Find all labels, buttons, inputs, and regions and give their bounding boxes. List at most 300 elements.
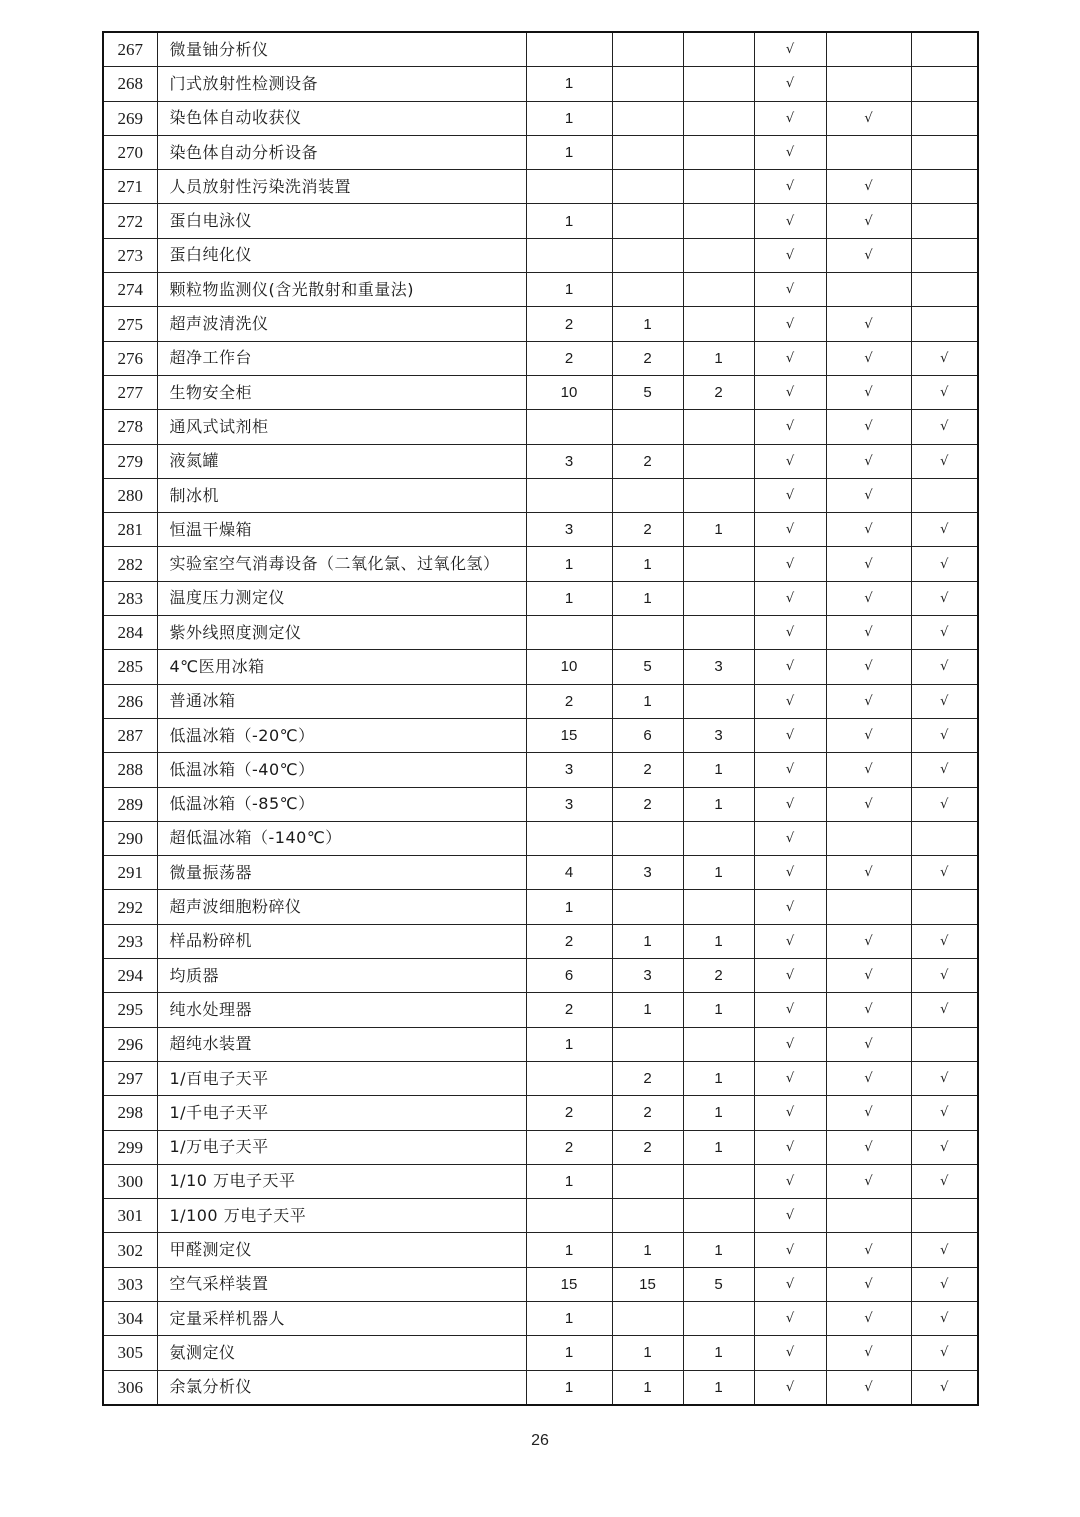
table-row: [103, 650, 978, 684]
quantity-cell-3: 1: [683, 1130, 754, 1164]
quantity-cell-1: 10: [526, 650, 612, 684]
quantity-cell-3: [683, 616, 754, 650]
table-row: [103, 1130, 978, 1164]
quantity-cell-2: 1: [612, 924, 683, 958]
check-cell-1: √: [754, 787, 826, 821]
check-cell-2: √: [826, 1267, 911, 1301]
quantity-cell-2: 2: [612, 753, 683, 787]
row-number-cell: 306: [103, 1370, 157, 1405]
check-cell-1: √: [754, 1027, 826, 1061]
check-cell-2: √: [826, 444, 911, 478]
row-number-cell: 289: [103, 787, 157, 821]
check-cell-1: √: [754, 959, 826, 993]
check-cell-2: √: [826, 101, 911, 135]
quantity-cell-2: [612, 821, 683, 855]
check-cell-2: √: [826, 650, 911, 684]
equipment-name-cell: 染色体自动分析设备: [157, 135, 526, 169]
check-cell-1: √: [754, 1336, 826, 1370]
equipment-name-cell: 纯水处理器: [157, 993, 526, 1027]
quantity-cell-3: 1: [683, 513, 754, 547]
check-cell-2: √: [826, 924, 911, 958]
quantity-cell-3: [683, 1027, 754, 1061]
check-cell-2: √: [826, 170, 911, 204]
equipment-name-cell: 温度压力测定仪: [157, 581, 526, 615]
check-cell-3: [911, 101, 978, 135]
quantity-cell-1: 2: [526, 341, 612, 375]
check-cell-1: √: [754, 513, 826, 547]
quantity-cell-3: 5: [683, 1267, 754, 1301]
quantity-cell-2: [612, 478, 683, 512]
table-row: [103, 684, 978, 718]
equipment-name-cell: 实验室空气消毒设备（二氧化氯、过氧化氢）: [157, 547, 526, 581]
table-row: [103, 1233, 978, 1267]
equipment-name-cell: 4℃医用冰箱: [157, 650, 526, 684]
table-row: [103, 1370, 978, 1405]
quantity-cell-1: [526, 238, 612, 272]
row-number-cell: 277: [103, 375, 157, 409]
quantity-cell-3: 3: [683, 650, 754, 684]
check-cell-2: √: [826, 684, 911, 718]
quantity-cell-1: 1: [526, 135, 612, 169]
quantity-cell-3: 3: [683, 718, 754, 752]
check-cell-2: √: [826, 547, 911, 581]
row-number-cell: 276: [103, 341, 157, 375]
quantity-cell-3: 1: [683, 1370, 754, 1405]
row-number-cell: 291: [103, 856, 157, 890]
quantity-cell-1: [526, 32, 612, 67]
check-cell-3: √: [911, 753, 978, 787]
check-cell-1: √: [754, 856, 826, 890]
quantity-cell-2: 6: [612, 718, 683, 752]
quantity-cell-1: 4: [526, 856, 612, 890]
check-cell-1: √: [754, 1301, 826, 1335]
check-cell-3: √: [911, 1336, 978, 1370]
check-cell-1: √: [754, 238, 826, 272]
equipment-name-cell: 蛋白纯化仪: [157, 238, 526, 272]
check-cell-2: √: [826, 1301, 911, 1335]
quantity-cell-1: 2: [526, 307, 612, 341]
quantity-cell-2: 3: [612, 856, 683, 890]
equipment-name-cell: 制冰机: [157, 478, 526, 512]
table-row: [103, 787, 978, 821]
check-cell-1: √: [754, 1267, 826, 1301]
check-cell-1: √: [754, 547, 826, 581]
check-cell-2: √: [826, 1027, 911, 1061]
quantity-cell-2: [612, 1027, 683, 1061]
row-number-cell: 290: [103, 821, 157, 855]
check-cell-2: [826, 67, 911, 101]
quantity-cell-1: [526, 1061, 612, 1095]
row-number-cell: 275: [103, 307, 157, 341]
quantity-cell-1: 1: [526, 1027, 612, 1061]
quantity-cell-3: 1: [683, 856, 754, 890]
table-row: [103, 307, 978, 341]
quantity-cell-3: 1: [683, 1233, 754, 1267]
equipment-name-cell: 颗粒物监测仪(含光散射和重量法): [157, 273, 526, 307]
quantity-cell-3: 1: [683, 924, 754, 958]
table-row: [103, 170, 978, 204]
quantity-cell-1: 3: [526, 513, 612, 547]
check-cell-1: √: [754, 1061, 826, 1095]
quantity-cell-3: [683, 135, 754, 169]
row-number-cell: 296: [103, 1027, 157, 1061]
table-row: [103, 856, 978, 890]
quantity-cell-1: 2: [526, 993, 612, 1027]
row-number-cell: 278: [103, 410, 157, 444]
row-number-cell: 268: [103, 67, 157, 101]
quantity-cell-3: [683, 204, 754, 238]
check-cell-1: √: [754, 993, 826, 1027]
row-number-cell: 304: [103, 1301, 157, 1335]
quantity-cell-3: [683, 444, 754, 478]
equipment-name-cell: 低温冰箱（-20℃）: [157, 718, 526, 752]
quantity-cell-3: [683, 307, 754, 341]
check-cell-3: √: [911, 1164, 978, 1198]
table-body: [103, 32, 978, 1405]
check-cell-3: √: [911, 375, 978, 409]
quantity-cell-1: 1: [526, 890, 612, 924]
equipment-name-cell: 生物安全柜: [157, 375, 526, 409]
table-row: [103, 1336, 978, 1370]
check-cell-3: √: [911, 616, 978, 650]
quantity-cell-2: [612, 890, 683, 924]
equipment-name-cell: 紫外线照度测定仪: [157, 616, 526, 650]
quantity-cell-2: 5: [612, 650, 683, 684]
equipment-table: [102, 31, 979, 1406]
check-cell-3: √: [911, 547, 978, 581]
check-cell-1: √: [754, 32, 826, 67]
check-cell-2: √: [826, 513, 911, 547]
equipment-name-cell: 1/万电子天平: [157, 1130, 526, 1164]
check-cell-3: √: [911, 718, 978, 752]
row-number-cell: 281: [103, 513, 157, 547]
equipment-name-cell: 微量铀分析仪: [157, 32, 526, 67]
check-cell-2: √: [826, 375, 911, 409]
table-row: [103, 1027, 978, 1061]
check-cell-3: √: [911, 1267, 978, 1301]
quantity-cell-2: 2: [612, 513, 683, 547]
equipment-name-cell: 甲醛测定仪: [157, 1233, 526, 1267]
quantity-cell-2: [612, 1301, 683, 1335]
check-cell-2: √: [826, 1336, 911, 1370]
check-cell-2: √: [826, 307, 911, 341]
quantity-cell-1: 10: [526, 375, 612, 409]
quantity-cell-3: 2: [683, 959, 754, 993]
row-number-cell: 284: [103, 616, 157, 650]
quantity-cell-3: 1: [683, 1061, 754, 1095]
check-cell-1: √: [754, 101, 826, 135]
quantity-cell-2: 1: [612, 1370, 683, 1405]
quantity-cell-3: 1: [683, 1096, 754, 1130]
check-cell-3: [911, 273, 978, 307]
row-number-cell: 288: [103, 753, 157, 787]
table-row: [103, 513, 978, 547]
check-cell-1: √: [754, 67, 826, 101]
quantity-cell-3: 1: [683, 753, 754, 787]
check-cell-3: √: [911, 581, 978, 615]
row-number-cell: 274: [103, 273, 157, 307]
quantity-cell-1: 6: [526, 959, 612, 993]
equipment-name-cell: 1/百电子天平: [157, 1061, 526, 1095]
check-cell-2: √: [826, 1096, 911, 1130]
quantity-cell-1: 1: [526, 1233, 612, 1267]
quantity-cell-2: 2: [612, 341, 683, 375]
row-number-cell: 270: [103, 135, 157, 169]
quantity-cell-3: [683, 1301, 754, 1335]
quantity-cell-1: [526, 1199, 612, 1233]
quantity-cell-1: [526, 616, 612, 650]
check-cell-3: [911, 204, 978, 238]
check-cell-3: √: [911, 1130, 978, 1164]
row-number-cell: 273: [103, 238, 157, 272]
row-number-cell: 267: [103, 32, 157, 67]
check-cell-1: √: [754, 478, 826, 512]
check-cell-2: [826, 135, 911, 169]
row-number-cell: 286: [103, 684, 157, 718]
quantity-cell-1: 3: [526, 787, 612, 821]
row-number-cell: 271: [103, 170, 157, 204]
quantity-cell-2: 1: [612, 307, 683, 341]
quantity-cell-1: 2: [526, 924, 612, 958]
check-cell-2: √: [826, 753, 911, 787]
check-cell-3: √: [911, 650, 978, 684]
quantity-cell-2: 2: [612, 1061, 683, 1095]
table-row: [103, 1096, 978, 1130]
quantity-cell-2: [612, 170, 683, 204]
row-number-cell: 301: [103, 1199, 157, 1233]
quantity-cell-3: 1: [683, 787, 754, 821]
check-cell-3: [911, 890, 978, 924]
quantity-cell-3: [683, 684, 754, 718]
check-cell-3: √: [911, 924, 978, 958]
check-cell-1: √: [754, 924, 826, 958]
quantity-cell-1: 1: [526, 1164, 612, 1198]
quantity-cell-1: 1: [526, 67, 612, 101]
check-cell-2: √: [826, 616, 911, 650]
check-cell-2: √: [826, 787, 911, 821]
equipment-name-cell: 人员放射性污染洗消装置: [157, 170, 526, 204]
equipment-name-cell: 超声波清洗仪: [157, 307, 526, 341]
check-cell-2: [826, 821, 911, 855]
row-number-cell: 303: [103, 1267, 157, 1301]
quantity-cell-1: 1: [526, 581, 612, 615]
quantity-cell-3: [683, 547, 754, 581]
table-row: [103, 821, 978, 855]
check-cell-2: √: [826, 341, 911, 375]
check-cell-2: √: [826, 581, 911, 615]
equipment-name-cell: 1/千电子天平: [157, 1096, 526, 1130]
table-row: [103, 444, 978, 478]
equipment-name-cell: 普通冰箱: [157, 684, 526, 718]
check-cell-3: [911, 67, 978, 101]
quantity-cell-3: [683, 890, 754, 924]
check-cell-3: [911, 238, 978, 272]
quantity-cell-1: 1: [526, 204, 612, 238]
quantity-cell-2: 2: [612, 787, 683, 821]
equipment-name-cell: 液氮罐: [157, 444, 526, 478]
quantity-cell-1: 1: [526, 547, 612, 581]
check-cell-2: √: [826, 959, 911, 993]
check-cell-3: √: [911, 1370, 978, 1405]
check-cell-3: √: [911, 1301, 978, 1335]
check-cell-3: √: [911, 513, 978, 547]
check-cell-1: √: [754, 1233, 826, 1267]
row-number-cell: 272: [103, 204, 157, 238]
row-number-cell: 305: [103, 1336, 157, 1370]
quantity-cell-1: 1: [526, 1336, 612, 1370]
quantity-cell-2: 1: [612, 1233, 683, 1267]
equipment-name-cell: 低温冰箱（-40℃）: [157, 753, 526, 787]
table-row: [103, 1061, 978, 1095]
equipment-name-cell: 恒温干燥箱: [157, 513, 526, 547]
table-row: [103, 1267, 978, 1301]
quantity-cell-2: 1: [612, 581, 683, 615]
check-cell-2: √: [826, 410, 911, 444]
check-cell-2: √: [826, 478, 911, 512]
row-number-cell: 295: [103, 993, 157, 1027]
equipment-name-cell: 均质器: [157, 959, 526, 993]
check-cell-1: √: [754, 1199, 826, 1233]
check-cell-2: √: [826, 1370, 911, 1405]
quantity-cell-2: [612, 616, 683, 650]
check-cell-3: √: [911, 1233, 978, 1267]
check-cell-2: √: [826, 1233, 911, 1267]
check-cell-1: √: [754, 616, 826, 650]
check-cell-3: √: [911, 993, 978, 1027]
check-cell-1: √: [754, 410, 826, 444]
quantity-cell-1: [526, 170, 612, 204]
table-row: [103, 581, 978, 615]
quantity-cell-1: 3: [526, 753, 612, 787]
quantity-cell-2: [612, 101, 683, 135]
table-row: [103, 135, 978, 169]
check-cell-1: √: [754, 444, 826, 478]
check-cell-2: [826, 273, 911, 307]
quantity-cell-3: [683, 1199, 754, 1233]
quantity-cell-3: [683, 273, 754, 307]
row-number-cell: 293: [103, 924, 157, 958]
table-row: [103, 32, 978, 67]
equipment-name-cell: 超净工作台: [157, 341, 526, 375]
quantity-cell-1: 1: [526, 101, 612, 135]
table-row: [103, 718, 978, 752]
row-number-cell: 297: [103, 1061, 157, 1095]
check-cell-2: [826, 890, 911, 924]
equipment-name-cell: 余氯分析仪: [157, 1370, 526, 1405]
quantity-cell-2: 1: [612, 684, 683, 718]
table-row: [103, 273, 978, 307]
table-row: [103, 1199, 978, 1233]
check-cell-3: √: [911, 444, 978, 478]
quantity-cell-2: [612, 204, 683, 238]
equipment-name-cell: 门式放射性检测设备: [157, 67, 526, 101]
check-cell-1: √: [754, 650, 826, 684]
equipment-name-cell: 蛋白电泳仪: [157, 204, 526, 238]
equipment-name-cell: 超低温冰箱（-140℃）: [157, 821, 526, 855]
table-row: [103, 993, 978, 1027]
quantity-cell-3: [683, 1164, 754, 1198]
table-row: [103, 478, 978, 512]
table-row: [103, 547, 978, 581]
row-number-cell: 285: [103, 650, 157, 684]
quantity-cell-3: [683, 478, 754, 512]
equipment-name-cell: 1/100 万电子天平: [157, 1199, 526, 1233]
check-cell-3: [911, 135, 978, 169]
row-number-cell: 294: [103, 959, 157, 993]
check-cell-3: √: [911, 1096, 978, 1130]
check-cell-1: √: [754, 375, 826, 409]
quantity-cell-1: 15: [526, 718, 612, 752]
table-row: [103, 890, 978, 924]
quantity-cell-2: 15: [612, 1267, 683, 1301]
quantity-cell-3: [683, 410, 754, 444]
quantity-cell-2: 2: [612, 1096, 683, 1130]
check-cell-1: √: [754, 581, 826, 615]
quantity-cell-1: 2: [526, 1130, 612, 1164]
table-row: [103, 238, 978, 272]
check-cell-3: [911, 1027, 978, 1061]
check-cell-3: [911, 307, 978, 341]
quantity-cell-1: 2: [526, 1096, 612, 1130]
table-row: [103, 101, 978, 135]
quantity-cell-3: [683, 821, 754, 855]
quantity-cell-3: 1: [683, 993, 754, 1027]
check-cell-2: √: [826, 204, 911, 238]
check-cell-2: √: [826, 856, 911, 890]
equipment-name-cell: 1/10 万电子天平: [157, 1164, 526, 1198]
check-cell-1: √: [754, 341, 826, 375]
check-cell-1: √: [754, 821, 826, 855]
check-cell-2: [826, 32, 911, 67]
quantity-cell-1: 2: [526, 684, 612, 718]
check-cell-1: √: [754, 204, 826, 238]
quantity-cell-2: 1: [612, 547, 683, 581]
check-cell-3: √: [911, 684, 978, 718]
check-cell-3: √: [911, 410, 978, 444]
quantity-cell-3: [683, 101, 754, 135]
equipment-name-cell: 低温冰箱（-85℃）: [157, 787, 526, 821]
quantity-cell-1: [526, 410, 612, 444]
row-number-cell: 299: [103, 1130, 157, 1164]
equipment-table-container: [102, 31, 977, 1406]
row-number-cell: 300: [103, 1164, 157, 1198]
check-cell-1: √: [754, 1164, 826, 1198]
check-cell-3: [911, 170, 978, 204]
quantity-cell-1: 1: [526, 1370, 612, 1405]
equipment-name-cell: 氨测定仪: [157, 1336, 526, 1370]
quantity-cell-1: [526, 478, 612, 512]
quantity-cell-3: [683, 32, 754, 67]
row-number-cell: 282: [103, 547, 157, 581]
quantity-cell-3: [683, 238, 754, 272]
table-row: [103, 1164, 978, 1198]
quantity-cell-3: 1: [683, 1336, 754, 1370]
quantity-cell-2: [612, 32, 683, 67]
row-number-cell: 280: [103, 478, 157, 512]
equipment-name-cell: 样品粉碎机: [157, 924, 526, 958]
equipment-name-cell: 超声波细胞粉碎仪: [157, 890, 526, 924]
quantity-cell-3: [683, 67, 754, 101]
page-number: 26: [531, 1432, 549, 1449]
check-cell-3: [911, 821, 978, 855]
check-cell-1: √: [754, 1130, 826, 1164]
quantity-cell-2: 1: [612, 1336, 683, 1370]
quantity-cell-2: 3: [612, 959, 683, 993]
check-cell-3: √: [911, 787, 978, 821]
check-cell-2: √: [826, 1164, 911, 1198]
quantity-cell-1: 1: [526, 1301, 612, 1335]
equipment-name-cell: 空气采样装置: [157, 1267, 526, 1301]
